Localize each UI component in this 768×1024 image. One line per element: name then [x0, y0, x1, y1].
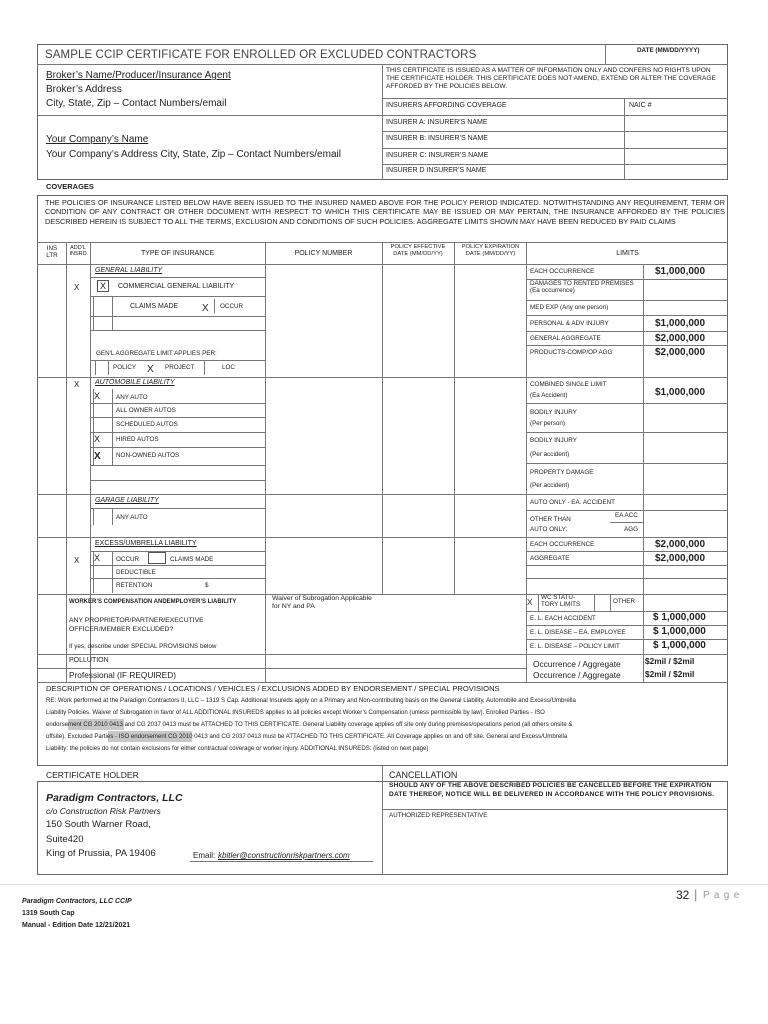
holder-street: 150 South Warner Road, — [46, 819, 151, 830]
auto-hired-mark[interactable]: X — [94, 434, 101, 444]
cancellation-text: SHOULD ANY OF THE ABOVE DESCRIBED POLICIES BE CANCELLED BEFORE THE EXPIRATION DATE THEREOF, NOTICE WILL BE DELIVERED IN ACCORDANCE WITH THE POLICY PROVISIONS. — [389, 782, 715, 798]
pollution-limit-value: $2mil / $2mil — [645, 656, 695, 666]
insurers-header: INSURERS AFFORDING COVERAGE — [386, 102, 507, 109]
broker-city: City, State, Zip – Contact Numbers/email — [46, 98, 227, 109]
umbrella-retention-dollar: $ — [205, 582, 209, 589]
umbrella-occur: OCCUR — [116, 556, 140, 563]
insurer-d: INSURER D INSURER’S NAME — [386, 167, 487, 174]
wc-waiver: Waiver of Subrogation Applicable for NY and PA — [272, 595, 372, 611]
garage-any-auto: ANY AUTO — [116, 514, 148, 521]
eff-date-header: POLICY EFFECTIVE DATE (MM/DD/YY) — [390, 244, 446, 257]
auto-limit-sub: (Per accident) — [530, 482, 570, 489]
description-line: Liability Policies. Waiver of Subrogation in favor of ALL ADDITIONAL INSUREDS applies to all policies except Worker’s Compensation (unless permissible by law). Enrolled Parties - ISO — [46, 709, 545, 716]
gl-limit-label: GENERAL AGGREGATE — [530, 335, 601, 342]
description-line: Liability: the policies do not contain exclusions for either contractual coverage or worker injury. ADDITIONAL INSUREDS: (listed on next page) — [46, 745, 429, 752]
gl-loc: LOC — [222, 364, 235, 371]
auto-limit-label: COMBINED SINGLE LIMIT — [530, 381, 607, 388]
auto-limit-label: PROPERTY DAMAGE — [530, 469, 594, 476]
holder-label: CERTIFICATE HOLDER — [46, 770, 139, 780]
gl-claims-made: CLAIMS MADE — [130, 303, 179, 310]
gl-limit-label: MED EXP (Any one person) — [530, 304, 609, 311]
gl-project-mark[interactable]: X — [147, 364, 154, 375]
auto-hired: HIRED AUTOS — [116, 436, 159, 443]
umbrella-deductible: DEDUCTIBLE — [116, 569, 156, 576]
wc-limit-value: $ 1,000,000 — [653, 640, 706, 651]
umbrella-retention: RETENTION — [116, 582, 153, 589]
footer-line: Paradigm Contractors, LLC CCIP — [22, 898, 132, 905]
certificate-notice: THIS CERTIFICATE IS ISSUED AS A MATTER OF INFORMATION ONLY AND CONFERS NO RIGHTS UPON THE CERTIFICATE HOLDER. THIS CERTIFICATE DOES NOT AMEND, EXTEND OR ALTER THE COVERAGE AFFORDED BY THE POLICIES BELOW. — [386, 67, 716, 91]
auto-limit-label: BODILY INJURY — [530, 437, 577, 444]
cancellation-label: CANCELLATION — [389, 770, 458, 780]
gl-limit-value: $2,000,000 — [655, 347, 706, 358]
page-separator: | — [694, 887, 698, 902]
garage-agg: AGG — [624, 526, 638, 533]
coverages-notice: THE POLICIES OF INSURANCE LISTED BELOW HAVE BEEN ISSUED TO THE INSURED NAMED ABOVE FOR THE POLICY PERIOD INDICATED. NOTWITHSTANDING ANY REQUIREMENT, TERM OR CONDITION OF ANY CONTRACT OR OTHER DOCUMENT WITH RESPECT TO WHICH THIS CERTIFICATE MAY BE ISSUED OR MAY PERTAIN, THE INSURANCE AFFORDED BY THE POLICIES DESCRIBED HEREIN IS SUBJECT TO ALL THE TERMS, EXCLUSION AND CONDITIONS OF SUCH POLICIES. AGGREGATE LIMITS SHOWN MAY HAVE BEEN REDUCED BY PAID CLAIMS — [45, 198, 725, 226]
garage-auto-only-2: AUTO ONLY: — [530, 526, 568, 533]
wc-title: WORKER’S COMPENSATION ANDEMPLOYER’S LIABILITY — [69, 599, 237, 605]
auto-limit-sub: (Ea Accident) — [530, 392, 568, 399]
professional-label: Professional (IF REQUIRED) — [69, 670, 176, 680]
gl-limit-label: PERSONAL & ADV INJURY — [530, 320, 609, 327]
auto-title: AUTOMOBILE LIABILITY — [95, 379, 175, 386]
footer-line: Manual - Edition Date 12/21/2021 — [22, 922, 131, 929]
gl-limit-label: DAMAGES TO RENTED PREMISES (Ea occurrence) — [530, 280, 634, 295]
auto-limit-sub: (Per person) — [530, 420, 565, 427]
gl-aggregate-applies: GEN'L AGGREGATE LIMIT APPLIES PER: — [96, 350, 217, 357]
garage-other-than: OTHER THAN — [530, 516, 571, 523]
auto-scheduled: SCHEDULED AUTOS — [116, 421, 178, 428]
professional-limit-label: Occurrence / Aggregate — [533, 670, 621, 680]
company-name: Your Company’s Name — [46, 134, 149, 145]
garage-title: GARAGE LIABILITY — [95, 497, 159, 504]
auto-addl-mark: X — [74, 380, 80, 389]
description-title: DESCRIPTION OF OPERATIONS / LOCATIONS / VEHICLES / EXCLUSIONS ADDED BY ENDORSEMENT / SPECIAL PROVISIONS — [46, 684, 500, 693]
umbrella-each-occ-value: $2,000,000 — [655, 539, 706, 550]
auto-non-owned-mark[interactable]: X — [94, 451, 101, 462]
wc-if-yes: If yes, describe under SPECIAL PROVISIONS below — [69, 643, 217, 650]
authorized-rep: AUTHORIZED REPRESENTATIVE — [389, 812, 488, 819]
umbrella-aggregate: AGGREGATE — [530, 555, 570, 562]
date-label: DATE (MM/DD/YYYY) — [637, 47, 700, 54]
page-word: P a g e — [703, 890, 741, 901]
page-number: 32 — [676, 888, 690, 902]
insurer-a: INSURER A: INSURER’S NAME — [386, 119, 488, 126]
broker-name: Broker’s Name/Producer/Insurance Agent — [46, 70, 231, 81]
auto-limit-label: BODILY INJURY — [530, 409, 577, 416]
gl-cgl-label: COMMERCIAL GENERAL LIABILITY — [118, 283, 235, 290]
gl-limit-value: $2,000,000 — [655, 333, 706, 344]
auto-non-owned: NON-OWNED AUTOS — [116, 452, 180, 459]
gl-occur-mark[interactable]: X — [202, 303, 209, 314]
professional-limit-value: $2mil / $2mil — [645, 669, 695, 679]
umbrella-each-occ: EACH OCCURRENCE — [530, 541, 595, 548]
gl-cgl-checkbox[interactable]: X — [97, 280, 109, 292]
certificate-title: SAMPLE CCIP CERTIFICATE FOR ENROLLED OR EXCLUDED CONTRACTORS — [45, 49, 477, 61]
garage-auto-only: AUTO ONLY - EA. ACCIDENT — [530, 499, 616, 506]
ins-ltr-header: INS LTR — [46, 245, 58, 260]
gl-limit-value: $1,000,000 — [655, 266, 706, 277]
policy-number-header: POLICY NUMBER — [294, 250, 353, 257]
garage-ea-acc: EA ACC — [615, 512, 638, 519]
holder-email-link[interactable]: kbitler@constructionriskpartners.com — [218, 851, 350, 860]
gl-addl-mark: X — [74, 283, 80, 292]
description-line: RE: Work performed at the Paradigm Contractors II, LLC – 1319 S Cap. Additional Insureds apply on a Primary and Non-contributing basis on the General Liability, Automobile and Excess/Umbrella — [46, 697, 576, 704]
type-header: TYPE OF INSURANCE — [140, 250, 215, 257]
umbrella-addl-mark: X — [74, 556, 80, 565]
wc-limit-label: E. L. DISEASE – POLICY LIMIT — [530, 643, 620, 650]
description-line: endorsement CG 2010 0413 and CG 2037 0413 must be ATTACHED TO THIS CERTIFICATE. General Liability coverage applies off site only during premises/operations period (all others onsite & — [46, 721, 573, 728]
wc-limit-label: E. L. EACH ACCIDENT — [530, 615, 596, 622]
auto-all-owner: ALL OWNER AUTOS — [116, 407, 176, 414]
wc-statu-mark[interactable]: X — [527, 598, 533, 607]
gl-occur-label: OCCUR — [220, 303, 244, 310]
gl-limit-label: PRODUCTS-COMP/OP AGG — [530, 349, 613, 356]
insurer-c: INSURER C: INSURER’S NAME — [386, 152, 489, 159]
umbrella-claims-checkbox[interactable] — [148, 552, 166, 564]
gl-limit-label: EACH OCCURRENCE — [530, 268, 595, 275]
gl-limit-value: $1,000,000 — [655, 318, 706, 329]
wc-statu: WC STATU- TORY LIMITS — [541, 594, 581, 609]
insurer-b: INSURER B: INSURER’S NAME — [386, 135, 488, 142]
wc-limit-value: $ 1,000,000 — [653, 612, 706, 623]
wc-limit-value: $ 1,000,000 — [653, 626, 706, 637]
pollution-limit-label: Occurrence / Aggregate — [533, 659, 621, 669]
pollution-label: POLLUTION — [69, 657, 109, 664]
umbrella-claims-made: CLAIMS MADE — [170, 556, 214, 563]
holder-email-label: Email: — [193, 851, 216, 860]
description-line: offsite). Excluded Parties - ISO endorsement CG 2010 0413 and CG 2037 0413 must be ATTACHED TO THIS CERTIFICATE. All Coverage applies on and off site. General and Excess/Umbrella — [46, 733, 568, 740]
wc-proprietor: ANY PROPRIETOR/PARTNER/EXECUTIVE OFFICER/MEMBER EXCLUDED? — [69, 617, 204, 633]
auto-limit-value: $1,000,000 — [655, 387, 706, 398]
coverages-label: COVERAGES — [46, 182, 94, 191]
auto-limit-sub: (Per accident) — [530, 451, 570, 458]
holder-co: c/o Construction Risk Partners — [46, 806, 161, 816]
umbrella-aggregate-value: $2,000,000 — [655, 553, 706, 564]
wc-other: OTHER — [613, 598, 636, 605]
naic-header: NAIC # — [629, 102, 652, 109]
holder-name: Paradigm Contractors, LLC — [46, 792, 183, 804]
gl-project: PROJECT — [165, 364, 195, 371]
broker-address: Broker’s Address — [46, 84, 122, 95]
auto-any: ANY AUTO — [116, 394, 148, 401]
footer-line: 1319 South Cap — [22, 910, 75, 917]
auto-any-mark[interactable]: X — [94, 391, 101, 401]
umbrella-occur-mark[interactable]: X — [94, 553, 101, 563]
limits-header: LIMITS — [616, 250, 639, 257]
umbrella-title: EXCESS/UMBRELLA LIABILITY — [95, 540, 197, 547]
holder-city: King of Prussia, PA 19406 — [46, 848, 156, 859]
gl-policy: POLICY — [113, 364, 137, 371]
holder-suite: Suite420 — [46, 834, 84, 845]
exp-date-header: POLICY EXPIRATION DATE (MM/DD/YY) — [461, 244, 520, 257]
gl-title: GENERAL LIABILITY — [95, 267, 163, 274]
company-address: Your Company’s Address City, State, Zip – Contact Numbers/email — [46, 149, 341, 160]
addl-header: ADD'L INSRD — [69, 245, 87, 258]
wc-limit-label: E. L. DISEASE – EA. EMPLOYEE — [530, 629, 626, 636]
